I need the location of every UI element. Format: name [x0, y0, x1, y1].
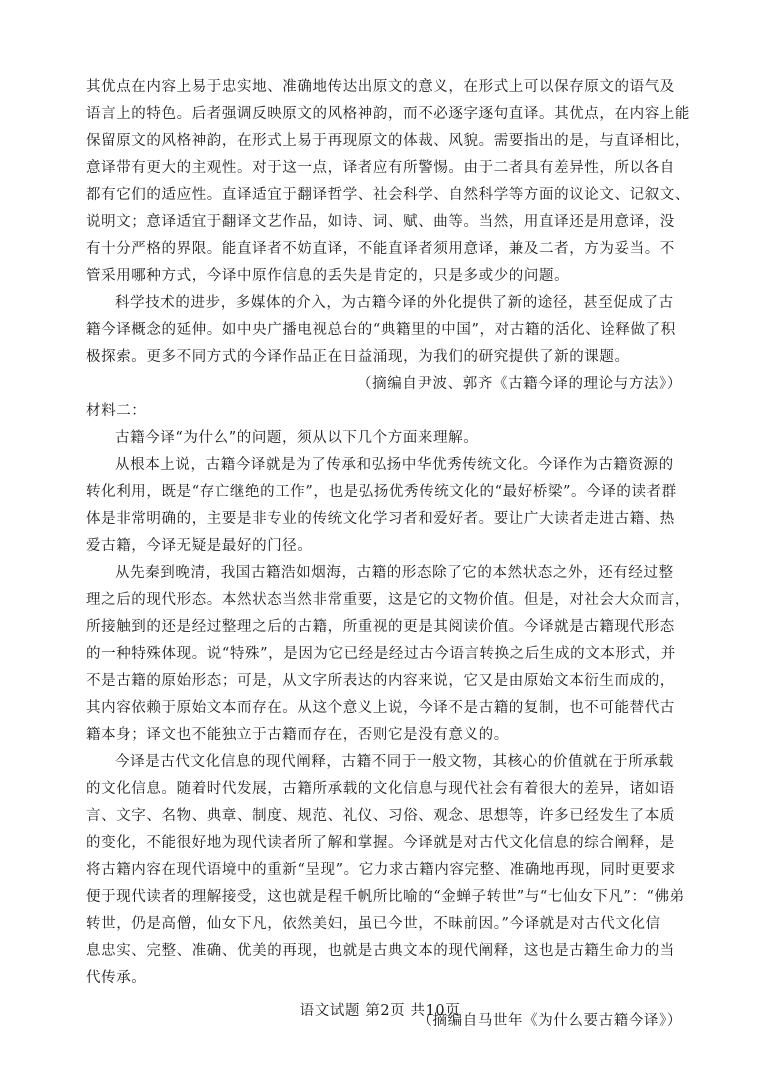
text-line: 有十分严格的界限。能直译者不妨直译，不能直译者须用意译，兼及二者，方为妥当。不 — [86, 241, 675, 257]
text-line: 的变化，不能很好地为现代读者所了解和掌握。今译就是对古代文化信息的综合阐释，是 — [86, 835, 675, 851]
text-line: 从先秦到晚清，我国古籍浩如烟海，古籍的形态除了它的本然状态之外，还有经过整 — [115, 565, 674, 581]
text-line: 体是非常明确的，主要是非专业的传统文化学习者和爱好者。要让广大读者走进古籍、热 — [86, 511, 675, 527]
text-line: 代传承。 — [86, 970, 147, 986]
text-line: 转世，仍是高僧，仙女下凡，依然美妇，虽已今世，不昧前因。”今译就是对古代文化信 — [86, 916, 661, 932]
text-line: 说明文；意译适宜于翻译文艺作品，如诗、词、赋、曲等。当然，用直译还是用意译，没 — [86, 214, 675, 230]
text-line: 的文化信息。随着时代发展，古籍所承载的文化信息与现代社会有着很大的差异，诸如语 — [86, 781, 675, 797]
text-line: 不是古籍的原始形态；可是，从文字所表达的内容来说，它又是由原始文本衍生而成的， — [86, 673, 675, 689]
text-line: 转化利用，既是“存亡继绝的工作”，也是弘扬优秀传统文化的“最好桥梁”。今译的读者群 — [86, 484, 677, 500]
text-line: 籍今译概念的延伸。如中央广播电视总台的“典籍里的中国”，对古籍的活化、诠释做了积 — [86, 322, 676, 338]
text-line: 语言上的特色。后者强调反映原文的风格神韵，而不必逐字逐句直译。其优点，在内容上能 — [86, 106, 690, 122]
source-citation: （摘编自马世年《为什么要古籍今译》） — [417, 1013, 682, 1029]
text-line: 古籍今译“为什么”的问题，须从以下几个方面来理解。 — [115, 430, 479, 446]
text-line: 极探索。更多不同方式的今译作品正在日益涌现，为我们的研究提供了新的课题。 — [86, 349, 630, 365]
text-line: 便于现代读者的理解接受，这也就是程千帆所比喻的“金蝉子转世”与“七仙女下凡”：“佛弟 — [86, 889, 685, 905]
text-line: 将古籍内容在现代语境中的重新“呈现”。它力求古籍内容完整、准确地再现，同时更要求 — [86, 862, 676, 878]
text-line: 意译带有更大的主观性。对于这一点，译者应有所警惕。由于二者具有差异性，所以各自 — [86, 160, 675, 176]
text-line: 理之后的现代形态。本然状态当然非常重要，这是它的文物价值。但是，对社会大众而言， — [86, 592, 690, 608]
text-line: 息忠实、完整、准确、优美的再现，也就是古典文本的现代阐释，这也是古籍生命力的当 — [86, 943, 675, 959]
text-line: 籍本身；译文也不能独立于古籍而存在，否则它是没有意义的。 — [86, 727, 509, 743]
text-line: 管采用哪种方式，今译中原作信息的丢失是肯定的，只是多或少的问题。 — [86, 268, 570, 284]
text-line: 所接触到的还是经过整理之后的古籍，所重视的更是其阅读价值。今译就是古籍现代形态 — [86, 619, 675, 635]
text-line: 今译是古代文化信息的现代阐释，古籍不同于一般文物，其核心的价值就在于所承载 — [115, 754, 674, 770]
text-line: 其优点在内容上易于忠实地、准确地传达出原文的意义，在形式上可以保存原文的语气及 — [86, 79, 675, 95]
text-line: 其内容依赖于原始文本而存在。从这个意义上说，今译不是古籍的复制，也不可能替代古 — [86, 700, 675, 716]
text-line: 从根本上说，古籍今译就是为了传承和弘扬中华优秀传统文化。今译作为古籍资源的 — [115, 457, 674, 473]
page-footer: 语文试题 第2页 共10页 — [299, 1003, 461, 1019]
text-line: 保留原文的风格神韵，在形式上易于再现原文的体裁、风貌。需要指出的是，与直译相比， — [86, 133, 690, 149]
text-line: 科学技术的进步，多媒体的介入，为古籍今译的外化提供了新的途径，甚至促成了古 — [115, 295, 674, 311]
source-citation: （摘编自尹波、郭齐《古籍今译的理论与方法》） — [357, 376, 682, 392]
text-line: 的一种特殊体现。说“特殊”，是因为它已经是经过古今语言转换之后生成的文本形式，并 — [86, 646, 676, 662]
section-heading: 材料二： — [86, 403, 147, 419]
text-line: 都有它们的适应性。直译适宜于翻译哲学、社会科学、自然科学等方面的议论文、记叙文、 — [86, 187, 690, 203]
text-line: 言、文字、名物、典章、制度、规范、礼仪、习俗、观念、思想等，许多已经发生了本质 — [86, 808, 675, 824]
text-line: 爱古籍，今译无疑是最好的门径。 — [86, 538, 313, 554]
